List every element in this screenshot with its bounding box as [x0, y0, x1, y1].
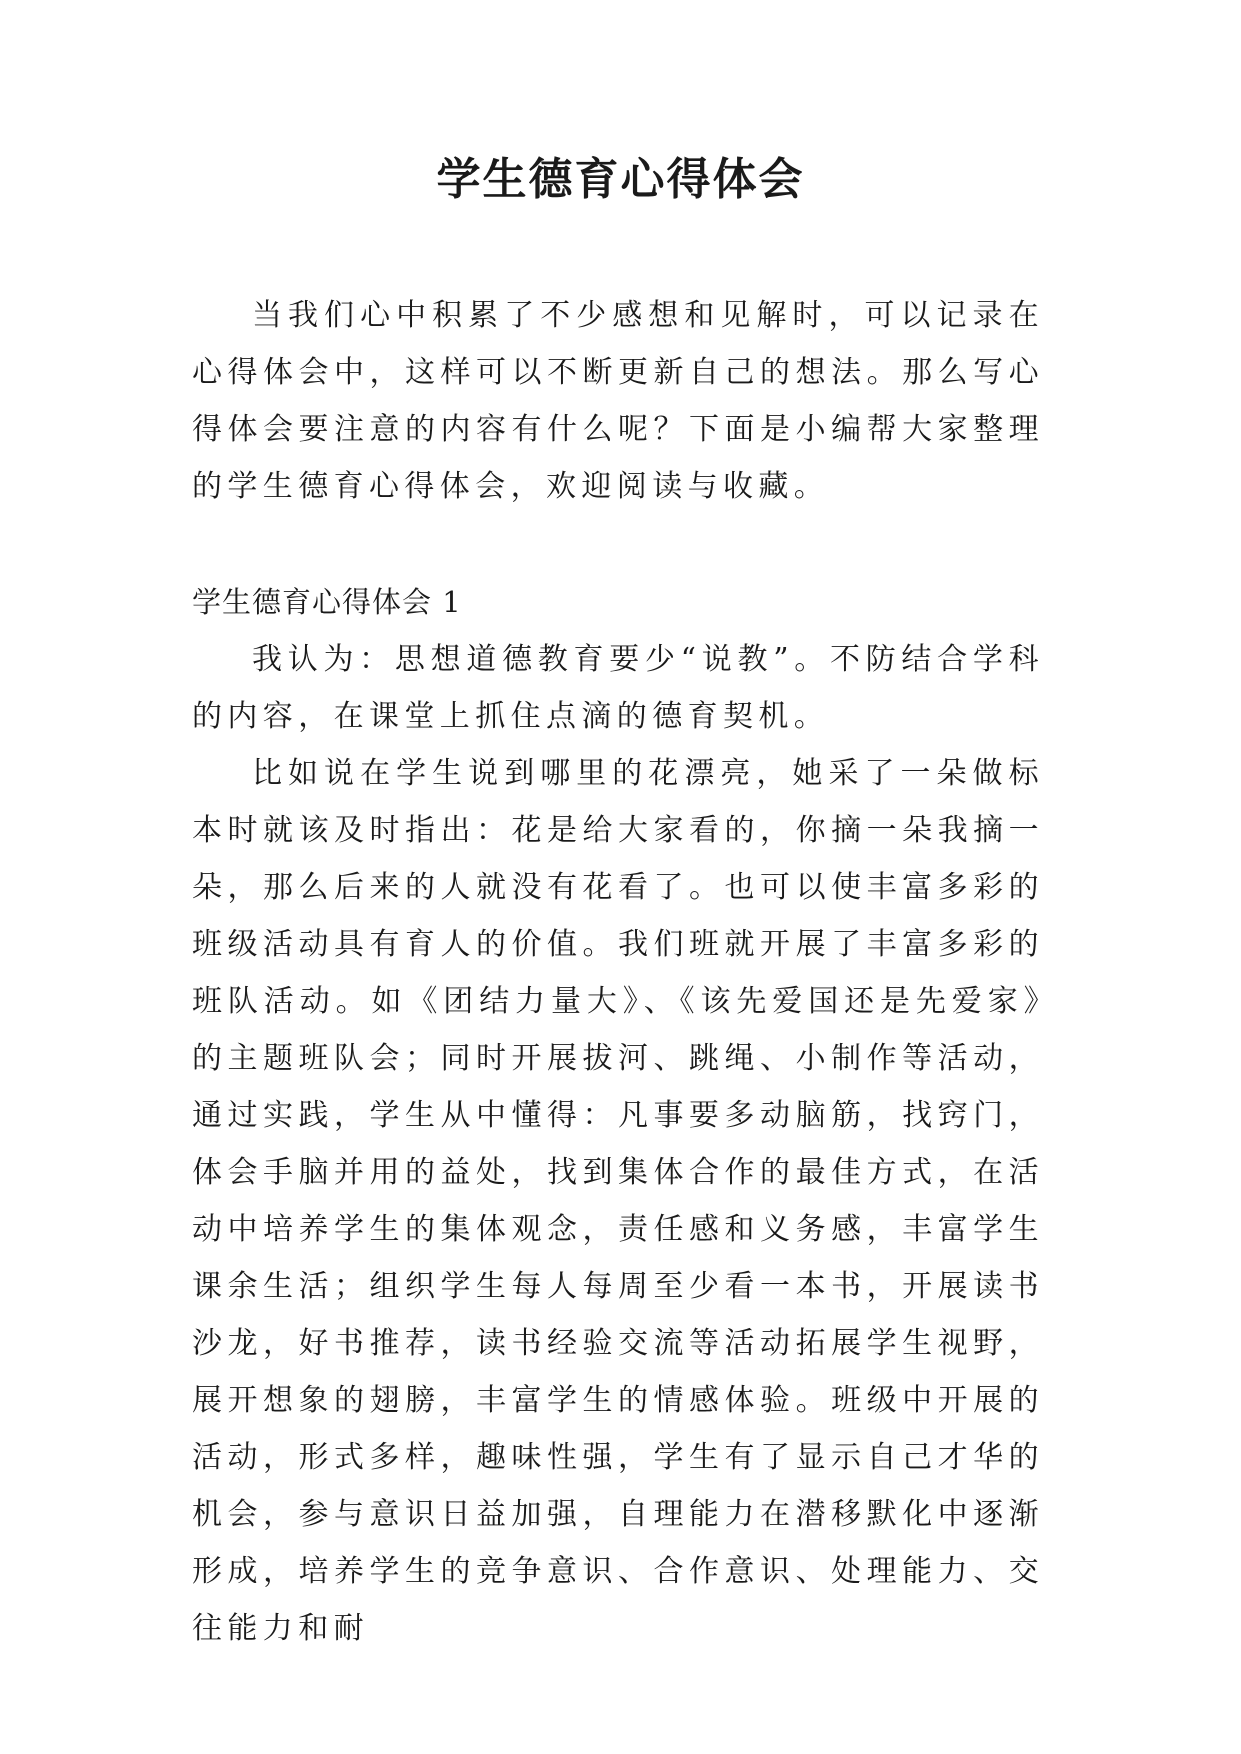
- body-paragraph: 我认为：思想道德教育要少“说教”。不防结合学科的内容，在课堂上抓住点滴的德育契机。: [192, 642, 1044, 734]
- section-heading: 学生德育心得体会 1: [192, 585, 462, 619]
- page-title: 学生德育心得体会: [436, 154, 805, 205]
- document-body: [192, 287, 1044, 1657]
- body-paragraph: 比如说在学生说到哪里的花漂亮，她采了一朵做标本时就该及时指出：花是给大家看的，你摘一朵我摘一朵，那么后来的人就没有花看了。也可以使丰富多彩的班级活动具有育人的价值。我们班就开展了丰富多彩的班队活动。如《团结力量大》、《该先爱国还是先爱家》的主题班队会；同时开展拔河、跳绳、小制作等活动，通过实践，学生从中懂得：凡事要多动脑筋，找窍门，体会手脑并用的益处，找到集体合作的最佳方式，在活动中培养学生的集体观念，责任感和义务感，丰富学生课余生活；组织学生每人每周至少看一本书，开展读书沙龙，好书推荐，读书经验交流等活动拓展学生视野，展开想象的翅膀，丰富学生的情感体验。班级中开展的活动，形式多样，趣味性强，学生有了显示自己才华的机会，参与意识日益加强，自理能力在潜移默化中逐渐形成，培养学生的竞争意识、合作意识、处理能力、交往能力和耐: [192, 756, 1044, 1646]
- intro-paragraph: 当我们心中积累了不少感想和见解时，可以记录在心得体会中，这样可以不断更新自己的想法。那么写心得体会要注意的内容有什么呢？下面是小编帮大家整理的学生德育心得体会，欢迎阅读与收藏。: [192, 298, 1044, 504]
- section-spacer: [192, 515, 1044, 574]
